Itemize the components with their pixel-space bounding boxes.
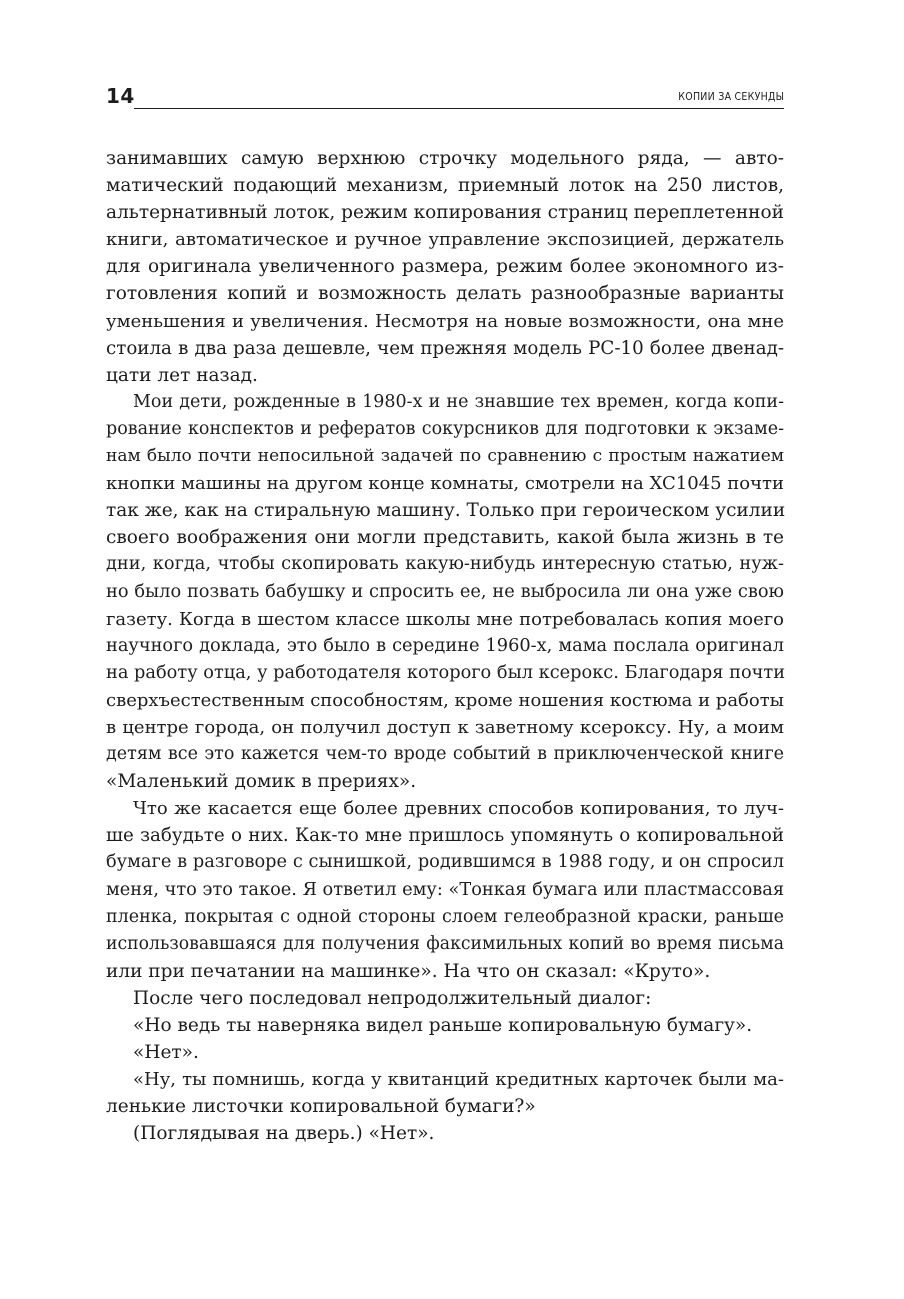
text-line: книги, автоматическое и ручное управление экспозицией, держатель bbox=[106, 229, 784, 251]
header-rule bbox=[134, 108, 784, 109]
paragraph bbox=[106, 145, 784, 389]
text-line: так же, как на стиральную машину. Только при героическом усилии bbox=[106, 500, 786, 522]
text-line: меня, что это такое. Я ответил ему: «Тонкая бумага или пластмассовая bbox=[106, 879, 785, 900]
text-line: своего воображения они могли представить, какой была жизнь в те bbox=[106, 527, 784, 549]
text-line: газету. Когда в шестом классе школы мне потребовалась копия моего bbox=[106, 608, 784, 630]
body-text bbox=[106, 145, 784, 1147]
text-line: Что же касается еще более древних способов копирования, то луч- bbox=[133, 798, 784, 820]
paragraph bbox=[106, 1120, 784, 1147]
paragraph bbox=[106, 389, 784, 795]
page-number: 14 bbox=[106, 84, 135, 108]
text-line: пленка, покрытая с одной стороны слоем гелеобразной краски, раньше bbox=[106, 906, 784, 927]
text-line: «Маленький домик в прериях». bbox=[106, 771, 417, 793]
paragraph bbox=[106, 1066, 784, 1120]
text-line: уменьшения и увеличения. Несмотря на новые возможности, она мне bbox=[106, 310, 784, 332]
paragraph bbox=[106, 795, 784, 985]
text-line: бумаге в разговоре с сынишкой, родившимся в 1988 году, и он спросил bbox=[106, 852, 784, 873]
text-line: ше забудьте о них. Как-то мне пришлось упомянуть о копировальной bbox=[106, 825, 784, 847]
text-line: матический подающий механизм, приемный лоток на 250 листов, bbox=[106, 175, 784, 197]
text-line: на работу отца, у работодателя которого был ксерокс. Благодаря почти bbox=[106, 662, 786, 683]
page-header bbox=[106, 82, 784, 112]
text-line: дни, когда, чтобы скопировать какую-нибудь интересную статью, нуж- bbox=[106, 554, 784, 575]
text-line: использовавшаяся для получения факсимильных копий во время письма bbox=[106, 933, 784, 954]
text-line: в центре города, он получил доступ к заветному ксероксу. Ну, а моим bbox=[106, 716, 784, 738]
text-line: Мои дети, рожденные в 1980-х и не знавшие тех времен, когда копи- bbox=[133, 391, 784, 412]
text-line: кнопки машины на другом конце комнаты, смотрели на XC1045 почти bbox=[106, 473, 784, 495]
text-line: для оригинала увеличенного размера, режим более экономного из- bbox=[106, 256, 784, 278]
text-line: или при печатании на машинке». На что он сказал: «Круто». bbox=[106, 960, 711, 982]
text-line: «Нет». bbox=[133, 1042, 199, 1064]
text-line: ленькие листочки копировальной бумаги?» bbox=[106, 1096, 536, 1118]
text-line: занимавших самую верхнюю строчку модельного ряда, — авто- bbox=[106, 148, 784, 169]
text-line: После чего последовал непродолжительный диалог: bbox=[133, 987, 652, 1009]
paragraph bbox=[106, 1012, 784, 1039]
text-line: сверхъестественным способностям, кроме ношения костюма и работы bbox=[106, 689, 785, 711]
text-line: нам было почти непосильной задачей по сравнению с простым нажатием bbox=[106, 446, 784, 467]
text-line: (Поглядывая на дверь.) «Нет». bbox=[133, 1123, 435, 1145]
paragraph bbox=[106, 1039, 784, 1066]
paragraph bbox=[106, 985, 784, 1012]
text-line: альтернативный лоток, режим копирования страниц переплетенной bbox=[106, 202, 784, 224]
text-line: научного доклада, это было в середине 1960-х, мама послала оригинал bbox=[106, 635, 784, 656]
text-line: цати лет назад. bbox=[106, 364, 258, 386]
text-line: «Но ведь ты наверняка видел раньше копировальную бумагу». bbox=[133, 1015, 753, 1036]
text-line: но было позвать бабушку и спросить ее, не выбросила ли она уже свою bbox=[106, 581, 784, 602]
text-line: «Ну, ты помнишь, когда у квитанций кредитных карточек были ма- bbox=[133, 1069, 784, 1091]
text-line: рование конспектов и рефератов сокурсников для подготовки к экзаме- bbox=[106, 418, 784, 439]
running-title: КОПИИ ЗА СЕКУНДЫ bbox=[677, 90, 784, 103]
text-line: готовления копий и возможность делать разнообразные варианты bbox=[106, 283, 784, 305]
text-line: стоила в два раза дешевле, чем прежняя модель PC-10 более двенад- bbox=[106, 337, 784, 359]
text-line: детям все это кажется чем-то вроде событий в приключенческой книге bbox=[106, 744, 784, 765]
